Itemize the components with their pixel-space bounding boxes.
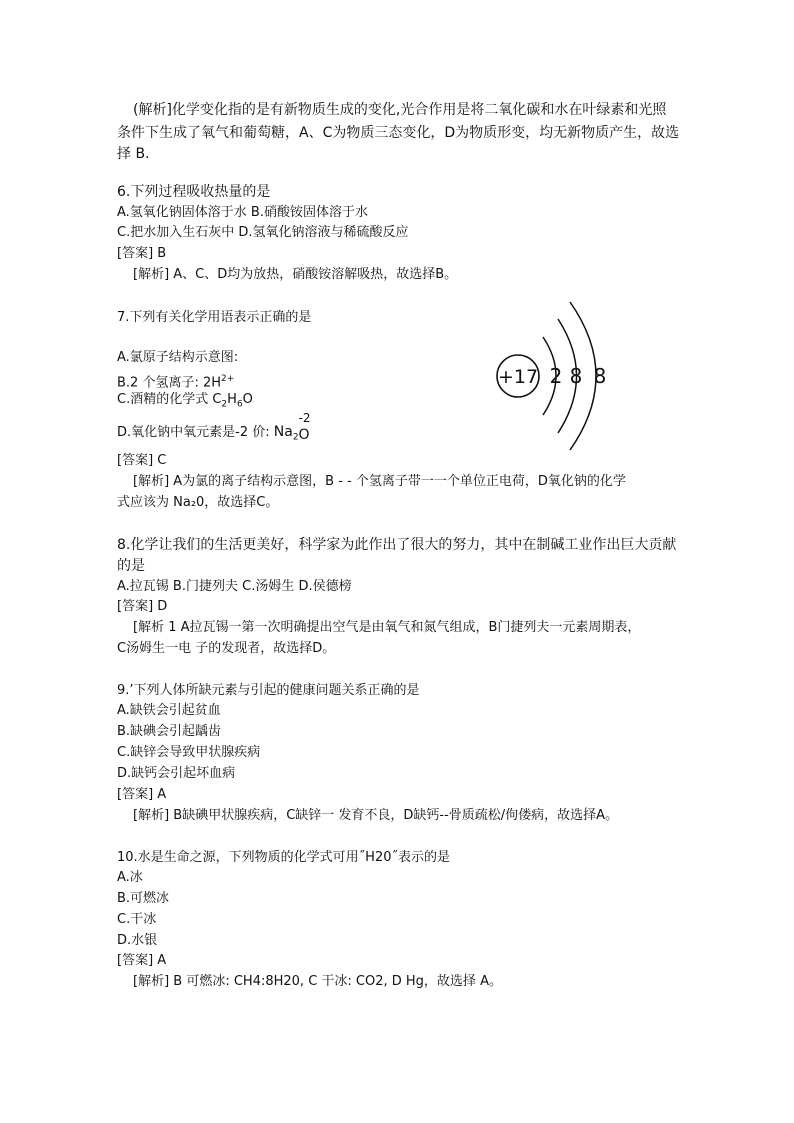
q9-analysis: [解析] B缺碘甲状腺疾病，C缺锌一 发育不良，D缺钙--骨质疏松/佝偻病，故选择A。 (133, 808, 619, 823)
q7-analysis-line-1: [解析] A为氯的离子结构示意图，B - - 个氢离子带一一个单位正电荷，D氧化钠的化学 (133, 474, 626, 489)
q7-option-d-text: D.氧化钠中氧元素是-2 价: (117, 425, 274, 440)
q6-analysis: [解析] A、C、D均为放热，硝酸铵溶解吸热，故选择B。 (133, 267, 458, 282)
q10-option-b: B.可燃冰 (117, 891, 170, 906)
q8-options: A.拉瓦锡 B.门捷列夫 C.汤姆生 D.侯德榜 (117, 579, 352, 594)
q7-option-c-suffix: O (242, 392, 253, 407)
intro-line-2: 条件下生成了氧气和葡萄糖，A、C为物质三态变化，D为物质形变，均无新物质产生，故选 (117, 125, 680, 141)
q7-option-d-element: O (298, 427, 310, 443)
q6-options-ab: A.氢氧化钠固体溶于水 B.硝酸铵固体溶于水 (117, 205, 368, 220)
q8-stem-line-2: 的是 (117, 558, 145, 574)
q7-option-d-formula: Na (273, 424, 293, 440)
q7-option-b-text: B.2 个氢离子: 2H (117, 375, 222, 391)
intro-line-3: 择 B. (117, 146, 150, 162)
q9-option-c: C.缺锌会导致甲状腺疾病 (117, 745, 261, 760)
q10-analysis: [解析] B 可燃冰: CH4:8H20, C 干冰: CO2, D Hg，故选择 A。 (133, 974, 502, 989)
q7-option-c-sub1: 2 (221, 399, 228, 410)
q9-stem: 9.’下列人体所缺元素与引起的健康问题关系正确的是 (117, 683, 420, 698)
q7-option-c-mid: H (227, 392, 237, 407)
q8-stem-line-1: 8.化学让我们的生活更美好，科学家为此作出了很大的努力，其中在制碱工业作出巨大贡献 (117, 537, 677, 553)
q7-answer: [答案] C (117, 453, 167, 468)
shell-1-electrons: 2 (549, 364, 563, 388)
q7-option-d (117, 411, 311, 448)
q7-option-c-sub2: 6 (236, 399, 243, 410)
q7-option-d-sub: 2 (292, 432, 299, 443)
shell-2-electrons: 8 (569, 364, 583, 388)
q7-option-d-valence: -2 (298, 411, 311, 425)
nucleus-charge: +17 (497, 366, 539, 388)
q9-option-b: B.缺碘会引起龋齿 (117, 724, 222, 739)
q7-analysis-line-2: 式应该为 Na₂0，故选择C。 (117, 495, 279, 510)
q7-stem: 7.下列有关化学用语表示正确的是 (117, 310, 312, 325)
q10-option-d: D.水银 (117, 933, 158, 948)
intro-line-1: (解析]化学变化指的是有新物质生成的变化,光合作用是将二氧化碳和水在叶绿素和光照 (133, 102, 667, 118)
q8-analysis-line-2: C汤姆生一电 子的发现者，故选择D。 (117, 641, 336, 656)
shell-3-electrons: 8 (593, 364, 607, 388)
q7-option-c-text: C.酒精的化学式 C (117, 392, 222, 407)
q8-answer: [答案] D (117, 599, 168, 614)
q8-analysis-line-1: [解析 1 A拉瓦锡一第一次明确提出空气是由氧气和氮气组成，B门捷列夫一元素周期表， (133, 620, 641, 635)
atom-structure-diagram (490, 298, 620, 458)
q10-option-a: A.冰 (117, 870, 143, 885)
q7-option-d-oxygen (298, 411, 311, 443)
q7-option-b-charge: 2+ (221, 374, 235, 384)
q7-option-a: A.氯原子结构示意图: (117, 350, 239, 365)
q10-stem: 10.水是生命之源，下列物质的化学式可用˝H20˝表示的是 (117, 850, 450, 865)
q9-option-a: A.缺铁会引起贫血 (117, 703, 221, 718)
q6-stem: 6.下列过程吸收热量的是 (117, 184, 271, 200)
q9-option-d: D.缺钙会引起坏血病 (117, 766, 236, 781)
q10-option-c: C.干冰 (117, 912, 157, 927)
q6-options-cd: C.把水加入生石灰中 D.氢氧化钠溶液与稀硫酸反应 (117, 225, 409, 240)
q6-answer: [答案] B (117, 246, 167, 261)
q9-answer: [答案] A (117, 787, 167, 802)
q10-answer: [答案] A (117, 953, 167, 968)
q7-option-c (117, 390, 253, 415)
